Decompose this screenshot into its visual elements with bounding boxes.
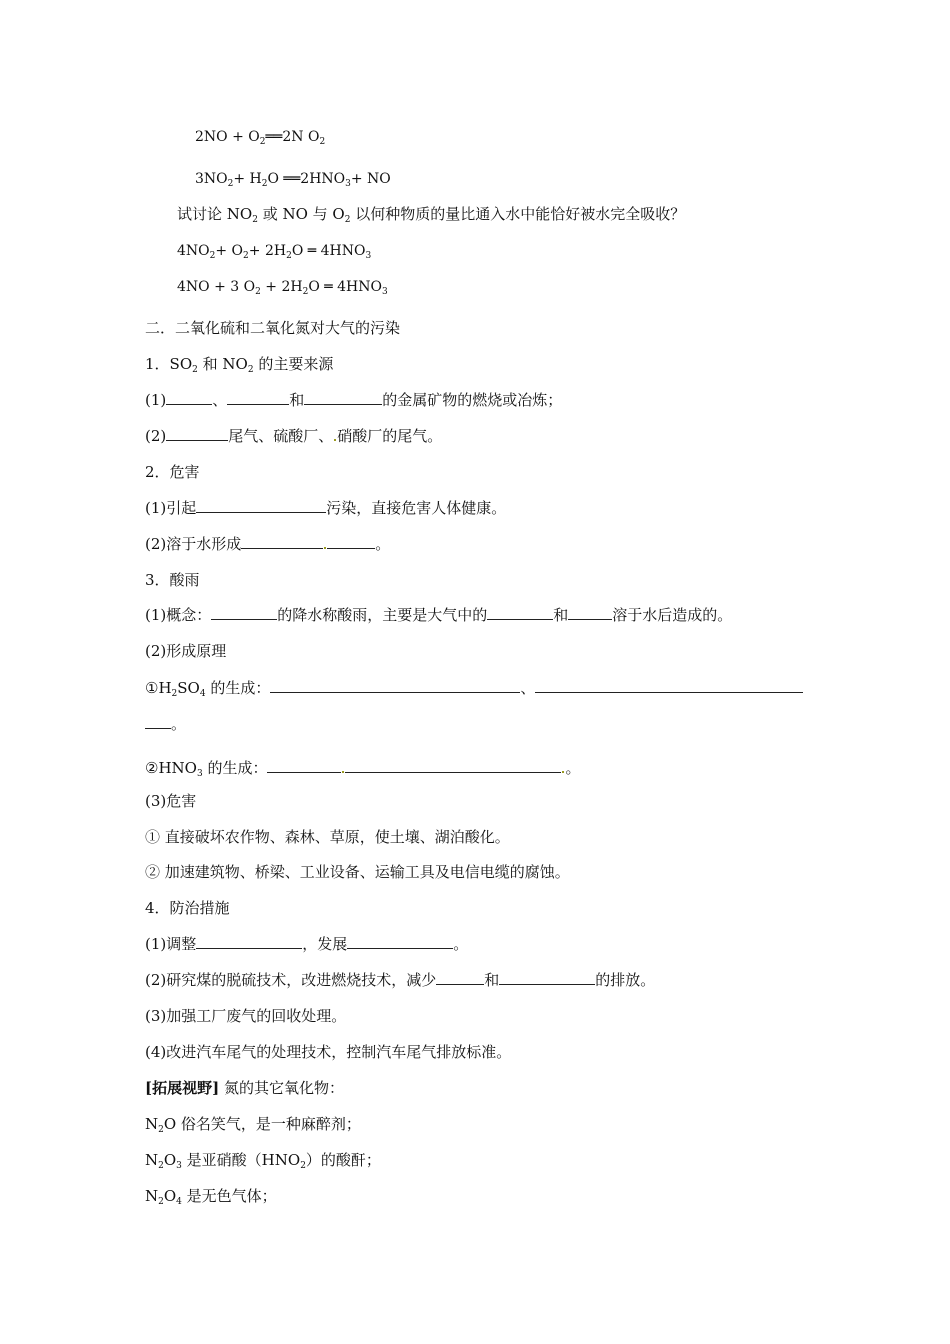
subscript: 3 bbox=[196, 769, 203, 779]
fill-blank[interactable] bbox=[227, 390, 289, 405]
subscript: 2 bbox=[259, 137, 266, 147]
subscript: 3 bbox=[176, 1161, 182, 1171]
mark-dot bbox=[342, 771, 344, 773]
subsection-title-prevention: 4．防治措施 bbox=[145, 899, 230, 917]
text: 的金属矿物的燃烧或冶炼； bbox=[382, 391, 563, 409]
subscript: 3 bbox=[365, 251, 372, 261]
question-text bbox=[177, 204, 685, 224]
text: ①H bbox=[145, 679, 172, 697]
text: + H bbox=[233, 171, 262, 187]
text: 1．SO bbox=[145, 355, 193, 373]
subsection-title-acid-rain: 3．酸雨 bbox=[145, 571, 200, 589]
text: (1)引起 bbox=[145, 499, 197, 517]
text: O ═ 4HNO bbox=[291, 243, 366, 259]
harm-line-2 bbox=[145, 534, 390, 554]
harm-line-1 bbox=[145, 498, 506, 518]
text: 以何种物质的量比通入水中能恰好被水完全吸收？ bbox=[350, 205, 686, 223]
text: 是亚硝酸（HNO bbox=[181, 1151, 301, 1169]
text: ══2N O bbox=[265, 129, 320, 145]
text: N bbox=[145, 1187, 159, 1205]
acid-rain-concept bbox=[145, 605, 732, 625]
h2so4-formation bbox=[145, 678, 803, 698]
subscript: 4 bbox=[199, 689, 206, 699]
text: 4NO bbox=[177, 243, 210, 259]
subscript: 2 bbox=[227, 179, 234, 189]
extend-title bbox=[145, 1078, 344, 1098]
subscript: 2 bbox=[261, 179, 268, 189]
subscript: 2 bbox=[158, 1125, 164, 1135]
text: O ══2HNO bbox=[267, 171, 346, 187]
text: 。 bbox=[565, 759, 581, 777]
sources-line-1 bbox=[145, 390, 562, 410]
text: 是无色气体； bbox=[181, 1187, 277, 1205]
text: + 2H bbox=[260, 279, 303, 295]
h2so4-formation-cont bbox=[145, 714, 186, 734]
text: + NO bbox=[350, 171, 391, 187]
text: N bbox=[145, 1115, 159, 1133]
text: 。 bbox=[171, 715, 187, 733]
equation-no-oxidation bbox=[195, 127, 325, 147]
subscript: 2 bbox=[192, 365, 198, 375]
formation-principle-title: (2)形成原理 bbox=[145, 642, 227, 660]
subsection-title-sources bbox=[145, 354, 333, 374]
sources-line-2 bbox=[145, 426, 442, 446]
fill-blank[interactable] bbox=[267, 758, 341, 773]
text: 尾气、硫酸厂、 bbox=[228, 427, 334, 445]
subscript: 2 bbox=[171, 689, 178, 699]
n2o4-line bbox=[145, 1186, 277, 1206]
text: 2NO + O bbox=[195, 129, 260, 145]
answer-equation-2 bbox=[177, 277, 388, 297]
subscript: 2 bbox=[344, 215, 351, 225]
subscript: 3 bbox=[381, 287, 388, 297]
fill-blank[interactable] bbox=[211, 605, 277, 620]
text: 溶于水后造成的。 bbox=[612, 606, 733, 624]
n2o3-line bbox=[145, 1150, 381, 1170]
text: (2) bbox=[145, 427, 167, 445]
subscript: 3 bbox=[345, 179, 351, 189]
text: 试讨论 NO bbox=[177, 205, 253, 223]
text: 和 bbox=[553, 606, 569, 624]
text: O bbox=[163, 1187, 177, 1205]
fill-blank[interactable] bbox=[535, 678, 803, 693]
fill-blank[interactable] bbox=[327, 534, 375, 549]
subscript: 2 bbox=[209, 251, 216, 261]
text: (1) bbox=[145, 391, 167, 409]
subscript: 4 bbox=[176, 1197, 182, 1207]
text: 的降水称酸雨，主要是大气中的 bbox=[277, 606, 488, 624]
subscript: 2 bbox=[158, 1197, 164, 1207]
subscript: 2 bbox=[158, 1161, 164, 1171]
extend-tag: [拓展视野] bbox=[145, 1079, 220, 1097]
text: 污染，直接危害人体健康。 bbox=[326, 499, 507, 517]
text: O ═ 4HNO bbox=[308, 279, 382, 295]
fill-blank[interactable] bbox=[241, 534, 323, 549]
text: 的排放。 bbox=[595, 971, 656, 989]
section-title: 二．二氧化硫和二氧化氮对大气的污染 bbox=[145, 319, 401, 337]
subscript: 2 bbox=[319, 137, 326, 147]
hno3-formation bbox=[145, 758, 580, 778]
text: 、 bbox=[212, 391, 228, 409]
text: 硝酸厂的尾气。 bbox=[337, 427, 443, 445]
mark-dot bbox=[334, 439, 336, 441]
fill-blank[interactable] bbox=[499, 970, 595, 985]
prevention-line-3: (3)加强工厂废气的回收处理。 bbox=[145, 1007, 347, 1025]
text: 3NO bbox=[195, 171, 228, 187]
text: 的主要来源 bbox=[253, 355, 334, 373]
text: 和 bbox=[289, 391, 305, 409]
text: 、 bbox=[520, 679, 536, 697]
n2o-line bbox=[145, 1114, 361, 1134]
fill-blank[interactable] bbox=[487, 605, 553, 620]
text: O 俗名笑气，是一种麻醉剂； bbox=[163, 1115, 361, 1133]
subscript: 2 bbox=[255, 287, 261, 297]
prevention-line-1 bbox=[145, 934, 468, 954]
text: N bbox=[145, 1151, 159, 1169]
text: + 2H bbox=[248, 243, 287, 259]
subscript: 2 bbox=[247, 365, 254, 375]
subscript: 2 bbox=[286, 251, 292, 261]
text: 的生成： bbox=[202, 759, 268, 777]
acid-rain-harm-1: ① 直接破坏农作物、森林、草原，使土壤、湖泊酸化。 bbox=[145, 828, 510, 846]
text: 和 NO bbox=[197, 355, 248, 373]
text: O bbox=[163, 1151, 177, 1169]
text: 或 NO 与 O bbox=[257, 205, 345, 223]
text: ②HNO bbox=[145, 759, 197, 777]
equation-no2-water bbox=[195, 169, 391, 189]
subscript: 2 bbox=[302, 287, 309, 297]
subsection-title-harm: 2．危害 bbox=[145, 463, 200, 481]
text: 和 bbox=[484, 971, 500, 989]
fill-blank[interactable] bbox=[568, 605, 612, 620]
acid-rain-harm-title: (3)危害 bbox=[145, 792, 197, 810]
fill-blank[interactable] bbox=[196, 498, 326, 513]
prevention-line-4: (4)改进汽车尾气的处理技术，控制汽车尾气排放标准。 bbox=[145, 1043, 512, 1061]
subscript: 2 bbox=[300, 1161, 306, 1171]
text: ）的酸酐； bbox=[305, 1151, 381, 1169]
acid-rain-harm-2: ② 加速建筑物、桥梁、工业设备、运输工具及电信电缆的腐蚀。 bbox=[145, 863, 570, 881]
text: 氮的其它氧化物： bbox=[219, 1079, 344, 1097]
fill-blank[interactable] bbox=[196, 934, 302, 949]
text: ，发展 bbox=[302, 935, 348, 953]
fill-blank[interactable] bbox=[304, 390, 382, 405]
text: 。 bbox=[375, 535, 391, 553]
prevention-line-2 bbox=[145, 970, 655, 990]
subscript: 2 bbox=[243, 251, 249, 261]
text: 4NO + 3 O bbox=[177, 279, 256, 295]
text: SO bbox=[177, 679, 200, 697]
mark-dot bbox=[324, 547, 326, 549]
text: + O bbox=[215, 243, 244, 259]
fill-blank[interactable] bbox=[270, 678, 520, 693]
fill-blank[interactable] bbox=[166, 390, 212, 405]
fill-blank[interactable] bbox=[145, 714, 171, 729]
fill-blank[interactable] bbox=[166, 426, 228, 441]
text: 。 bbox=[453, 935, 469, 953]
text: (2)溶于水形成 bbox=[145, 535, 242, 553]
fill-blank[interactable] bbox=[347, 934, 453, 949]
fill-blank[interactable] bbox=[345, 758, 561, 773]
text: 的生成： bbox=[205, 679, 271, 697]
text: (2)研究煤的脱硫技术，改进燃烧技术，减少 bbox=[145, 971, 437, 989]
text: (1)概念： bbox=[145, 606, 212, 624]
fill-blank[interactable] bbox=[436, 970, 484, 985]
text: (1)调整 bbox=[145, 935, 197, 953]
subscript: 2 bbox=[252, 215, 258, 225]
answer-equation-1 bbox=[177, 241, 371, 261]
